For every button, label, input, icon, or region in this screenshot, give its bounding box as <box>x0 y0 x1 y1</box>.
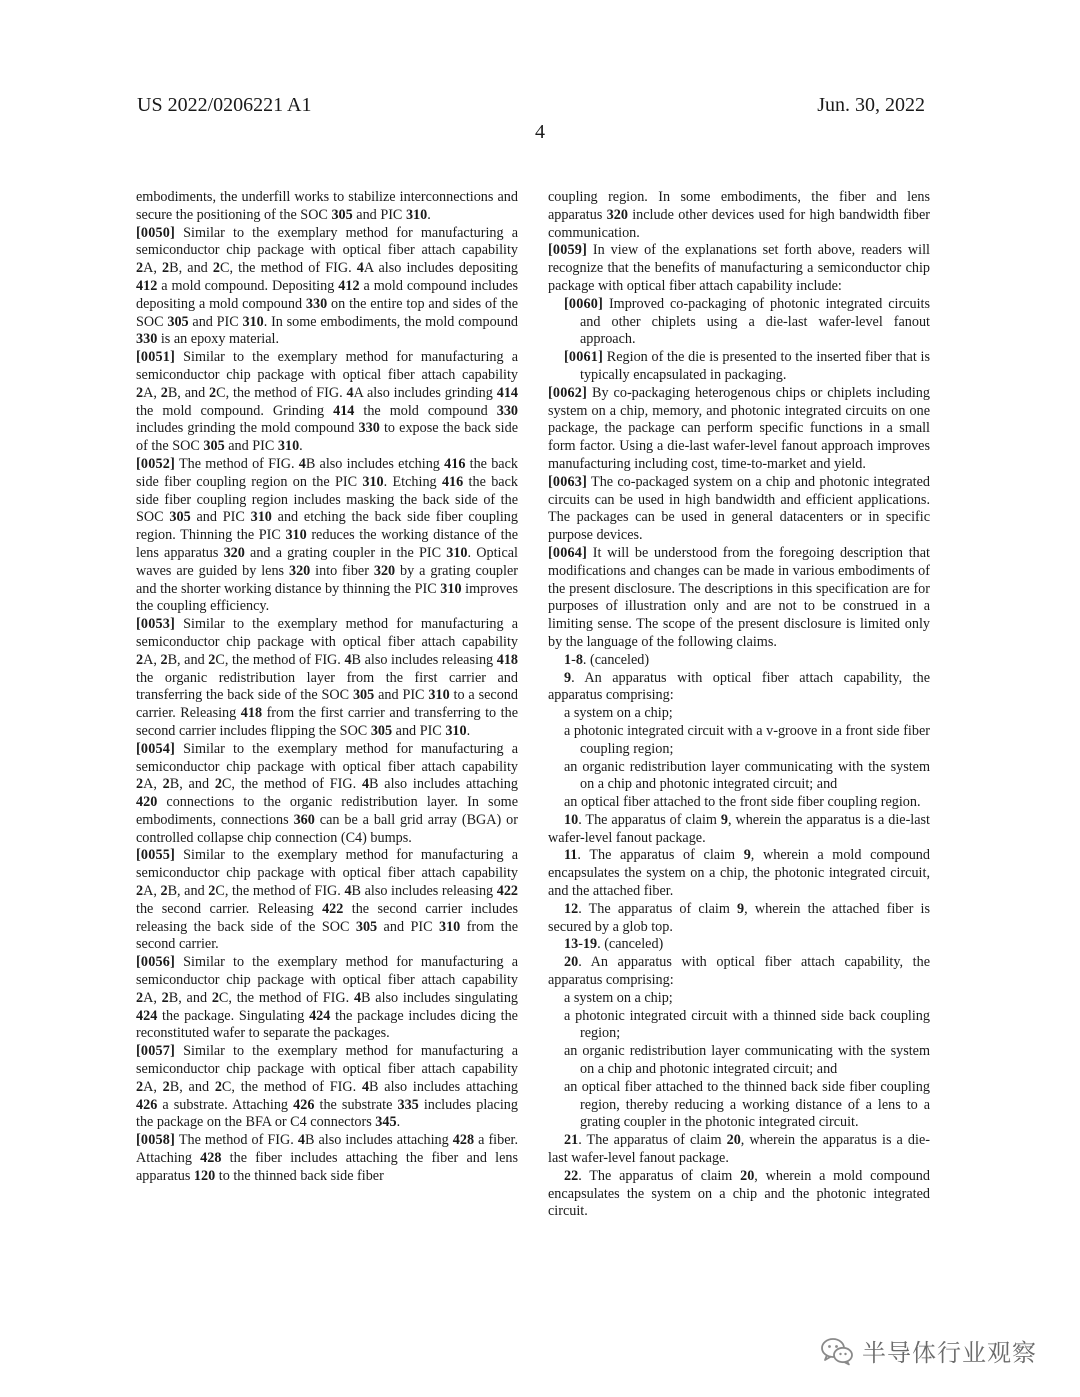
watermark <box>820 1333 1037 1368</box>
right-column <box>548 189 930 1221</box>
paragraph-text: an optical fiber attached to the thinned back side fiber coupling region, thereby reducing a working distance of a lens to a grating coupler in the photonic integrated circuit. <box>564 1078 930 1131</box>
paragraph-text: Similar to the exemplary method for manufacturing a semiconductor chip package with optical fiber attach capability 2A, 2B, and 2C, the method of FIG. 4B also includes releasing 418 the organic redistribution layer from the first carrier and transferring the back side of the SOC 305 and PIC 310 to a second carrier. Releasing 418 from the first carrier and transferring to the second carrier includes flipping the SOC 305 and PIC 310. <box>136 616 519 739</box>
paragraph-text: Improved co-packaging of photonic integrated circuits and other chiplets using a die-last wafer-level fanout approach. <box>580 295 930 348</box>
paragraph-text: 21. The apparatus of claim 20, wherein the apparatus is a die-last wafer-level fanout package. <box>548 1132 930 1167</box>
paragraph-text: 20. An apparatus with optical fiber attach capability, the apparatus comprising: <box>548 954 930 989</box>
publication-date: Jun. 30, 2022 <box>817 94 925 116</box>
claim-element <box>548 723 930 759</box>
claim-element <box>548 1079 930 1132</box>
paragraph-text: Similar to the exemplary method for manufacturing a semiconductor chip package with optical fiber attach capability 2A, 2B, and 2C, the method of FIG. 4B also includes singulating 424 the package. Singulating 424 the package includes dicing the reconstituted wafer to separate the packages. <box>136 954 519 1042</box>
page-number: 4 <box>535 121 545 143</box>
paragraph-number: [0063] <box>548 473 588 490</box>
claim <box>548 670 930 706</box>
paragraph-number: [0050] <box>136 224 176 241</box>
claim-element <box>548 794 930 812</box>
paragraph-number: [0056] <box>136 954 176 971</box>
paragraph-number: [0055] <box>136 847 176 864</box>
paragraph <box>548 242 930 295</box>
paragraph <box>548 385 930 474</box>
paragraph-number: [0061] <box>564 349 604 366</box>
paragraph <box>136 349 518 456</box>
paragraph-text: 9. An apparatus with optical fiber attach capability, the apparatus comprising: <box>548 669 930 704</box>
wechat-icon <box>820 1336 854 1366</box>
paragraph-text: Similar to the exemplary method for manufacturing a semiconductor chip package with optical fiber attach capability 2A, 2B, and 2C, the method of FIG. 4B also includes releasing 422 the second carrier. Releasing 422 the second carrier includes releasing the back side of the SOC 305 and PIC 310 from the second carrier. <box>136 847 519 953</box>
claim <box>548 652 930 670</box>
paragraph-text: a photonic integrated circuit with a thinned side back coupling region; <box>564 1007 930 1042</box>
paragraph <box>548 189 930 242</box>
paragraph-text: In view of the explanations set forth above, readers will recognize that the benefits of manufacturing a semiconductor chip package with optical fiber attach capability include: <box>548 242 930 294</box>
paragraph-text: The method of FIG. 4B also includes etching 416 the back side fiber coupling region on the PIC 310. Etching 416 the back side fiber coupling region includes masking the back side of the SOC 305 and PIC 310 and etching the back side fiber coupling region. Thinning the PIC 310 reduces the working distance of the lens apparatus 320 and a grating coupler in the PIC 310. Optical waves are guided by lens 320 into fiber 320 by a grating coupler and the shorter working distance by thinning the PIC 310 improves the coupling efficiency. <box>136 455 518 615</box>
paragraph <box>548 349 930 385</box>
paragraph-number: [0062] <box>548 384 588 401</box>
paragraph-text: an optical fiber attached to the front side fiber coupling region. <box>564 794 921 811</box>
paragraph <box>136 225 518 350</box>
claim <box>548 936 930 954</box>
paragraph <box>548 474 930 545</box>
paragraph-text: a system on a chip; <box>564 989 673 1006</box>
paragraph-text: Similar to the exemplary method for manufacturing a semiconductor chip package with optical fiber attach capability 2A, 2B, and 2C, the method of FIG. 4B also includes attaching 426 a substrate. Attaching 426 the substrate 335 includes placing the package on the BFA or C4 connectors 345. <box>136 1043 518 1131</box>
paragraph-text: 13-19. (canceled) <box>564 936 664 953</box>
paragraph <box>136 1043 518 1132</box>
paragraph-text: Region of the die is presented to the inserted fiber that is typically encapsulated in packaging. <box>580 349 930 383</box>
paragraph-text: Similar to the exemplary method for manufacturing a semiconductor chip package with optical fiber attach capability 2A, 2B, and 2C, the method of FIG. 4A also includes grinding 414 the mold compound. Grinding 414 the mold compound 330 includes grinding the mold compound 330 to expose the back side of the SOC 305 and PIC 310. <box>136 349 518 455</box>
paragraph-text: coupling region. In some embodiments, the fiber and lens apparatus 320 include other devices used for high bandwidth fiber communication. <box>548 189 930 241</box>
paragraph-text: an organic redistribution layer communicating with the system on a chip and photonic integrated circuit; and <box>564 1043 930 1078</box>
paragraph-text: 11. The apparatus of claim 9, wherein a mold compound encapsulates the system on a chip, the photonic integrated circuit, and the attached fiber. <box>548 847 930 900</box>
paragraph-text: a system on a chip; <box>564 705 673 722</box>
paragraph-text: embodiments, the underfill works to stabilize interconnections and secure the positioning of the SOC 305 and PIC 310. <box>136 189 518 223</box>
paragraph-text: By co-packaging heterogenous chips or chiplets including system on a chip, memory, and photonic integrated circuits on one package, the package can perform specific functions in a small form factor. Using a die-last wafer-level fanout approach improves manufacturing including cost, time-to-market and yield. <box>548 384 930 472</box>
paragraph-number: [0052] <box>136 455 176 472</box>
paragraph-text: an organic redistribution layer communicating with the system on a chip and photonic integrated circuit; and <box>564 758 930 793</box>
paragraph <box>548 545 930 652</box>
paragraph-number: [0053] <box>136 616 176 633</box>
paragraph-text: 10. The apparatus of claim 9, wherein the apparatus is a die-last wafer-level fanout package. <box>548 811 930 846</box>
claim <box>548 901 930 937</box>
paragraph-text: a photonic integrated circuit with a v-groove in a front side fiber coupling region; <box>564 722 930 757</box>
paragraph <box>136 847 518 954</box>
paragraph-number: [0051] <box>136 349 176 366</box>
paragraph-number: [0058] <box>136 1132 176 1149</box>
paragraph-number: [0057] <box>136 1043 176 1060</box>
paragraph-text: Similar to the exemplary method for manufacturing a semiconductor chip package with optical fiber attach capability 2A, 2B, and 2C, the method of FIG. 4B also includes attaching 420 connections to the organic redistribution layer. In some embodiments, connections 360 can be a ball grid array (BGA) or controlled collapse chip connection (C4) bumps. <box>136 740 518 846</box>
paragraph <box>136 1132 518 1185</box>
paragraph-text: 22. The apparatus of claim 20, wherein a mold compound encapsulates the system on a chip and the photonic integrated circuit. <box>548 1167 930 1220</box>
claim-element <box>548 759 930 795</box>
claim-element <box>548 990 930 1008</box>
watermark-text: 半导体行业观察 <box>862 1339 1037 1367</box>
left-column <box>136 189 518 1186</box>
paragraph-text: 12. The apparatus of claim 9, wherein the attached fiber is secured by a glob top. <box>548 900 930 935</box>
paragraph-text: The co-packaged system on a chip and photonic integrated circuits can be used in high bandwidth and efficient applications. The packages can be used in general datacenters or in specific purpose devices. <box>548 473 930 544</box>
paragraph-text: Similar to the exemplary method for manufacturing a semiconductor chip package with optical fiber attach capability 2A, 2B, and 2C, the method of FIG. 4A also includes depositing 412 a mold compound. Depositing 412 a mold compound includes depositing a mold compound 330 on the entire top and sides of the SOC 305 and PIC 310. In some embodiments, the mold compound 330 is an epoxy material. <box>136 224 519 348</box>
paragraph-number: [0059] <box>548 242 588 259</box>
claim-element <box>548 1008 930 1044</box>
claim-element <box>548 705 930 723</box>
paragraph-number: [0054] <box>136 740 176 757</box>
claim <box>548 812 930 848</box>
paragraph <box>136 456 518 616</box>
patent-number: US 2022/0206221 A1 <box>137 94 312 116</box>
paragraph <box>136 616 518 741</box>
paragraph <box>136 741 518 848</box>
paragraph-number: [0064] <box>548 544 588 561</box>
claim <box>548 847 930 900</box>
claim <box>548 1132 930 1168</box>
paragraph-number: [0060] <box>564 295 604 312</box>
paragraph <box>136 954 518 1043</box>
paragraph-text: 1-8. (canceled) <box>564 651 650 668</box>
paragraph <box>136 189 518 225</box>
claim <box>548 1168 930 1221</box>
claim-element <box>548 1043 930 1079</box>
paragraph <box>548 296 930 349</box>
paragraph-text: The method of FIG. 4B also includes attaching 428 a fiber. Attaching 428 the fiber includes attaching the fiber and lens apparatus 120 to the thinned back side fiber <box>136 1132 518 1184</box>
claim <box>548 954 930 990</box>
paragraph-text: It will be understood from the foregoing description that modifications and changes can be made in various embodiments of the present disclosure. The descriptions in this specification are for purposes of illustration only and are not to be construed in a limiting sense. The scope of the present disclosure is limited only by the language of the following claims. <box>548 544 930 650</box>
